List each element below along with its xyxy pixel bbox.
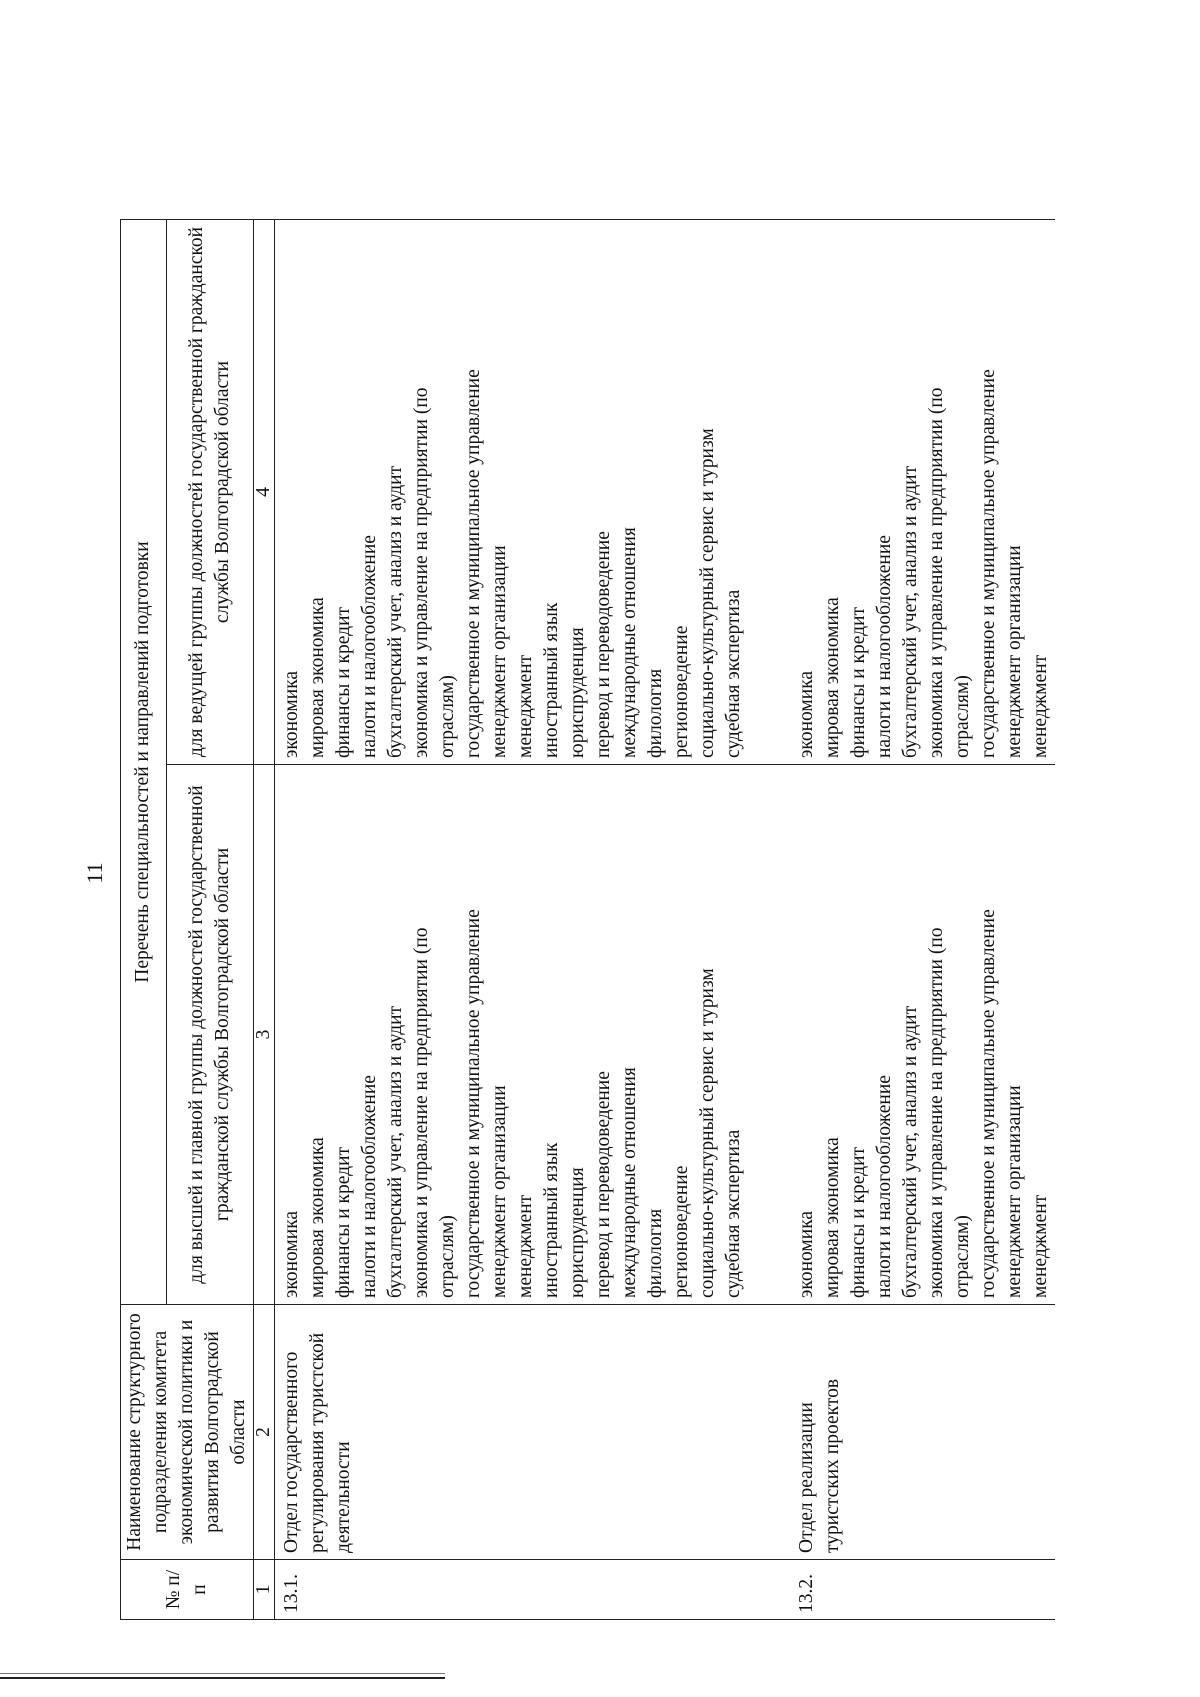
specialty-item: менеджмент организации	[489, 1085, 510, 1298]
specialty-item: государственное и муниципальное управление	[463, 909, 484, 1298]
header-num: № п/п	[121, 1560, 254, 1620]
specialty-item: социально-культурный сервис и туризм	[697, 428, 718, 758]
specialty-item: государственное и муниципальное управление	[978, 369, 999, 758]
scan-edge-line	[0, 1677, 445, 1679]
specialty-item: юриспруденция	[567, 627, 588, 758]
specialty-item: менеджмент организации	[1004, 1085, 1025, 1298]
specialty-item: филология	[645, 1208, 666, 1298]
specialty-item: социально-культурный сервис и туризм	[697, 968, 718, 1298]
specialty-item: финансы и кредит	[848, 1146, 869, 1298]
specialty-item: государственное и муниципальное управление	[463, 369, 484, 758]
specialty-list-col4	[790, 219, 1055, 764]
specialty-item: перевод и переводоведение	[593, 1071, 614, 1298]
specialty-item: бухгалтерский учет, анализ и аудит	[385, 1005, 406, 1298]
header-col4: для ведущей группы должностей государственной гражданской службы Волгоградской области	[166, 219, 253, 764]
specialty-list-col4	[275, 219, 749, 764]
col-number: 4	[254, 219, 275, 764]
header-list: Перечень специальностей и направлений подготовки	[121, 219, 167, 1304]
specialty-item: перевод и переводоведение	[593, 531, 614, 758]
specialty-item: мировая экономика	[822, 597, 843, 758]
specialty-item: менеджмент	[1030, 654, 1051, 758]
specialty-item: государственное и муниципальное управление	[978, 909, 999, 1298]
row-department-name: Отдел реализации туристских проектов	[790, 1305, 1055, 1560]
specialty-item: менеджмент организации	[1004, 545, 1025, 758]
specialty-item: международные отношения	[619, 527, 640, 758]
specialty-item: менеджмент	[515, 1194, 536, 1298]
specialty-item: экономика	[796, 1210, 817, 1298]
specialty-item: экономика	[281, 1210, 302, 1298]
scan-edge	[0, 1673, 445, 1674]
row-spacer	[748, 219, 790, 1619]
specialty-item: финансы и кредит	[848, 606, 869, 758]
specialty-item: иностранный язык	[541, 1142, 562, 1298]
rotated-table-wrapper	[120, 220, 1051, 1620]
col-number: 2	[254, 1305, 275, 1560]
specialty-item: экономика	[281, 670, 302, 758]
specialty-item: налоги и налогообложение	[359, 1075, 380, 1298]
specialty-item: мировая экономика	[307, 1137, 328, 1298]
specialty-item: отраслям)	[437, 675, 458, 758]
specialty-item: юриспруденция	[567, 1167, 588, 1298]
specialty-item: экономика и управление на предприятии (по	[926, 927, 947, 1298]
specialty-item: менеджмент организации	[489, 545, 510, 758]
specialty-item: налоги и налогообложение	[359, 535, 380, 758]
page-number: 11	[82, 862, 107, 884]
specialty-item: менеджмент	[1030, 1194, 1051, 1298]
specialty-item: финансы и кредит	[333, 606, 354, 758]
specialty-item: регионоведение	[671, 1165, 692, 1298]
specialty-item: экономика и управление на предприятии (по	[926, 387, 947, 758]
specialty-item: иностранный язык	[541, 602, 562, 758]
col-number: 3	[254, 765, 275, 1305]
specialty-item: отраслям)	[437, 1215, 458, 1298]
header-name: Наименование структурного подразделения комитета экономической политики и развития Волгоградской области	[121, 1305, 254, 1560]
col-number: 1	[254, 1560, 275, 1620]
specialty-item: судебная экспертиза	[723, 589, 744, 758]
header-col3: для высшей и главной группы должностей государственной гражданской службы Волгоградской области	[166, 765, 253, 1305]
specialty-item: бухгалтерский учет, анализ и аудит	[900, 1005, 921, 1298]
specialty-item: налоги и налогообложение	[874, 1075, 895, 1298]
specialty-item: экономика и управление на предприятии (по	[411, 387, 432, 758]
row-number: 13.2.	[790, 1560, 1055, 1620]
specialty-item: мировая экономика	[822, 1137, 843, 1298]
specialty-item: отраслям)	[952, 1215, 973, 1298]
specialty-item: регионоведение	[671, 625, 692, 758]
specialties-table	[120, 219, 1055, 1620]
specialty-item: бухгалтерский учет, анализ и аудит	[385, 465, 406, 758]
specialty-item: финансы и кредит	[333, 1146, 354, 1298]
specialty-item: судебная экспертиза	[723, 1129, 744, 1298]
specialty-item: отраслям)	[952, 675, 973, 758]
specialty-item: менеджмент	[515, 654, 536, 758]
specialty-list-col3	[790, 765, 1055, 1305]
row-number: 13.1.	[275, 1560, 749, 1620]
specialty-item: экономика и управление на предприятии (по	[411, 927, 432, 1298]
specialty-list-col3	[275, 765, 749, 1305]
specialty-item: налоги и налогообложение	[874, 535, 895, 758]
specialty-item: экономика	[796, 670, 817, 758]
table-row	[790, 219, 1055, 1619]
specialty-item: бухгалтерский учет, анализ и аудит	[900, 465, 921, 758]
row-department-name: Отдел государственного регулирования туристской деятельности	[275, 1305, 749, 1560]
table-row	[275, 219, 749, 1619]
specialty-item: мировая экономика	[307, 597, 328, 758]
specialty-item: международные отношения	[619, 1067, 640, 1298]
specialty-item: филология	[645, 668, 666, 758]
